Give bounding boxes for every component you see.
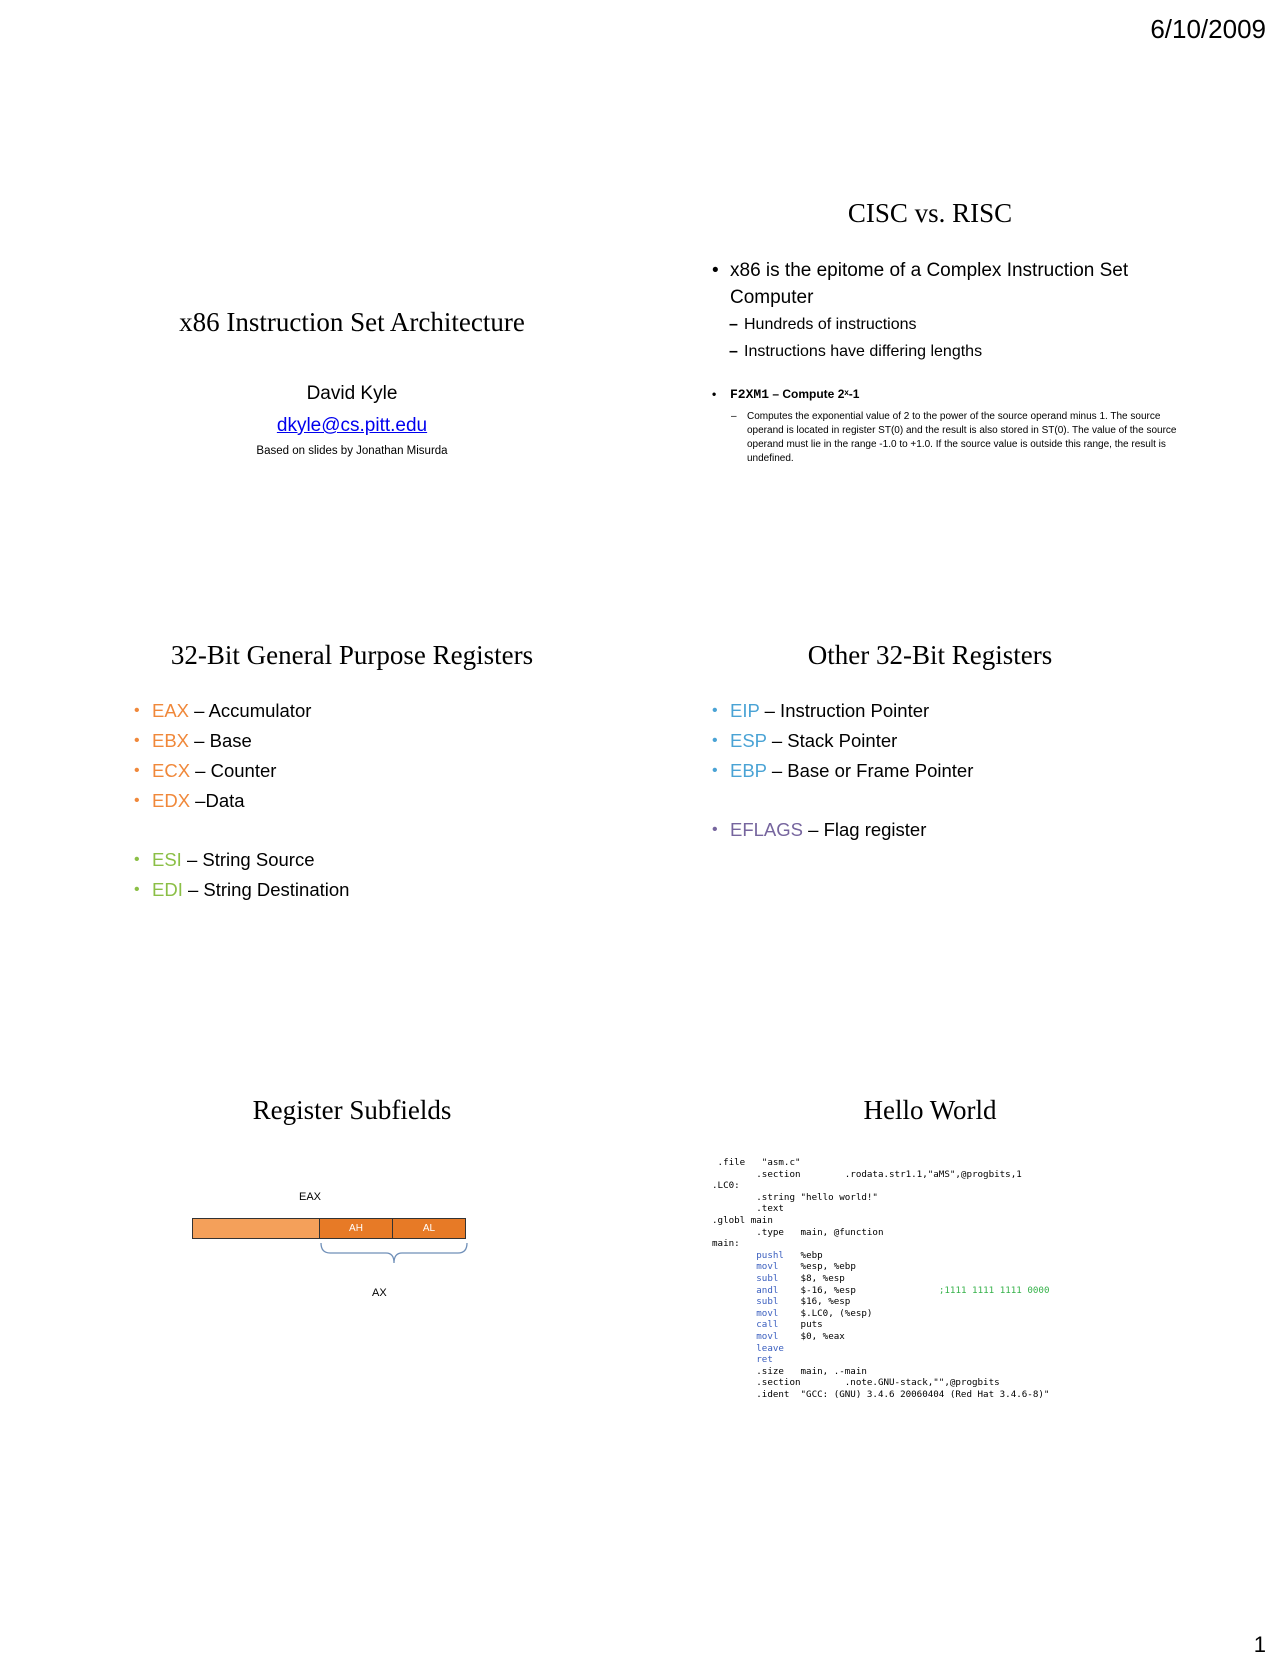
- author-name: David Kyle: [306, 383, 398, 404]
- slide-title: Other 32-Bit Registers: [807, 640, 1053, 670]
- code-instruction: subl: [756, 1296, 779, 1308]
- cisc-bullet-list: [712, 257, 1182, 466]
- register-item-ebp: [712, 756, 1212, 786]
- register-name: EIP: [730, 700, 760, 721]
- code-instruction: leave: [756, 1342, 784, 1354]
- slide-title: 32-Bit General Purpose Registers: [170, 640, 534, 670]
- register-name: EDX: [152, 790, 191, 811]
- code-line: [712, 1319, 1050, 1331]
- code-operands: %ebp: [800, 1249, 823, 1261]
- register-description: – Counter: [190, 760, 277, 781]
- code-line: [712, 1308, 1050, 1320]
- register-name: EAX: [152, 700, 190, 721]
- code-operands: $0, %eax: [800, 1330, 845, 1342]
- instruction-caption: – Compute 2ˣ-1: [769, 387, 860, 401]
- code-instruction: pushl: [756, 1249, 784, 1261]
- register-name: EBX: [152, 730, 190, 751]
- instruction-name: F2XM1: [730, 387, 770, 402]
- register-item-eip: [712, 696, 1212, 726]
- code-line: .globl main: [712, 1214, 773, 1226]
- page-number: 1: [1253, 1632, 1266, 1657]
- register-list: [712, 696, 1212, 845]
- slide-hello-world: [640, 1075, 1220, 1495]
- code-instruction: movl: [756, 1261, 779, 1273]
- code-instruction: movl: [756, 1330, 779, 1342]
- code-operands: $16, %esp: [800, 1296, 851, 1308]
- eax-label: EAX: [299, 1191, 322, 1203]
- register-name: EFLAGS: [730, 819, 803, 840]
- register-item-eax: [134, 696, 634, 726]
- author-email-link[interactable]: dkyle@cs.pitt.edu: [276, 415, 428, 436]
- slide-register-subfields: [62, 1075, 642, 1495]
- code-line: .type main, @function: [712, 1226, 884, 1238]
- slide-title: x86 Instruction Set Architecture: [179, 307, 525, 337]
- slide-title-slide: [62, 95, 642, 515]
- register-item-ecx: [134, 756, 634, 786]
- code-line: [712, 1250, 1050, 1262]
- code-line: [712, 1261, 1050, 1273]
- code-operands: puts: [800, 1319, 823, 1331]
- code-instruction: movl: [756, 1307, 779, 1319]
- page-date: 6/10/2009: [1150, 14, 1266, 44]
- ax-label: AX: [372, 1287, 387, 1299]
- register-name: ECX: [152, 760, 191, 781]
- bullet-text: x86 is the epitome of a Complex Instruction Set Computer: [730, 260, 1129, 308]
- register-item-edi: [134, 875, 634, 905]
- code-operands: $-16, %esp: [800, 1284, 856, 1296]
- code-instruction: andl: [756, 1284, 779, 1296]
- assembly-code-block: [712, 1157, 1050, 1400]
- code-line: .section .note.GNU-stack,"",@progbits: [712, 1377, 1000, 1389]
- code-comment: ;1111 1111 1111 0000: [938, 1284, 1050, 1296]
- register-description: – Base: [189, 730, 252, 751]
- slide-title: Hello World: [863, 1095, 997, 1125]
- slide-title: CISC vs. RISC: [847, 198, 1013, 228]
- bullet-item: [712, 387, 1182, 402]
- code-line: .size main, .-main: [712, 1365, 867, 1377]
- slide-general-purpose-registers: [62, 585, 642, 1005]
- code-instruction: ret: [756, 1354, 773, 1366]
- register-description: – Base or Frame Pointer: [766, 760, 974, 781]
- register-name: ESI: [152, 849, 182, 870]
- slide-credit: Based on slides by Jonathan Misurda: [256, 445, 448, 457]
- slide-title: Register Subfields: [252, 1095, 452, 1125]
- code-line: [712, 1331, 1050, 1343]
- code-instruction: subl: [756, 1272, 779, 1284]
- register-description: – String Source: [181, 849, 315, 870]
- sub-bullet-item: – Instructions have differing lengths: [712, 338, 1182, 365]
- register-item-esi: [134, 845, 634, 875]
- ax-brace-icon: [320, 1241, 468, 1289]
- instruction-description: – Computes the exponential value of 2 to the power of the source operand minus 1. The source operand is located in register ST(0) and the result is also stored in ST(0). The value of the source operand must lie in the range -1.0 to +1.0. If the source value is outside this range, the result is undefined.: [712, 410, 1182, 466]
- sub-bullet-item: – Hundreds of instructions: [712, 311, 1182, 338]
- register-description: – Flag register: [803, 819, 927, 840]
- al-segment: AL: [393, 1219, 465, 1238]
- code-line: main:: [712, 1238, 740, 1250]
- ah-segment: AH: [320, 1219, 393, 1238]
- register-name: EBP: [730, 760, 767, 781]
- register-name: ESP: [730, 730, 767, 751]
- code-line: [712, 1354, 1050, 1366]
- register-item-edx: [134, 786, 634, 816]
- register-description: – Instruction Pointer: [759, 700, 930, 721]
- code-line: [712, 1285, 1050, 1297]
- code-line: [712, 1296, 1050, 1308]
- register-item-ebx: [134, 726, 634, 756]
- code-line: .string "hello world!": [712, 1191, 878, 1203]
- code-operands: $8, %esp: [800, 1272, 845, 1284]
- code-line: .section .rodata.str1.1,"aMS",@progbits,1: [712, 1168, 1022, 1180]
- code-line: .file "asm.c": [712, 1157, 801, 1168]
- register-item-esp: [712, 726, 1212, 756]
- register-description: – String Destination: [182, 879, 350, 900]
- code-line: .text: [712, 1203, 784, 1215]
- slide-cisc-vs-risc: [640, 95, 1220, 515]
- code-instruction: call: [756, 1319, 779, 1331]
- code-line: .ident "GCC: (GNU) 3.4.6 20060404 (Red Hat 3.4.6-8)": [712, 1388, 1050, 1400]
- code-operands: $.LC0, (%esp): [800, 1307, 873, 1319]
- bullet-item: [712, 257, 1182, 311]
- code-line: [712, 1343, 1050, 1355]
- register-description: –Data: [190, 790, 245, 811]
- eax-upper-half: [193, 1219, 320, 1238]
- code-line: [712, 1273, 1050, 1285]
- register-item-eflags: [712, 815, 1212, 845]
- register-name: EDI: [152, 879, 183, 900]
- register-description: – Accumulator: [189, 700, 312, 721]
- code-line: .LC0:: [712, 1180, 740, 1192]
- register-list: [134, 696, 634, 905]
- slide-other-registers: [640, 585, 1220, 1005]
- register-description: – Stack Pointer: [766, 730, 898, 751]
- code-operands: %esp, %ebp: [800, 1261, 856, 1273]
- eax-register-diagram: [192, 1218, 466, 1239]
